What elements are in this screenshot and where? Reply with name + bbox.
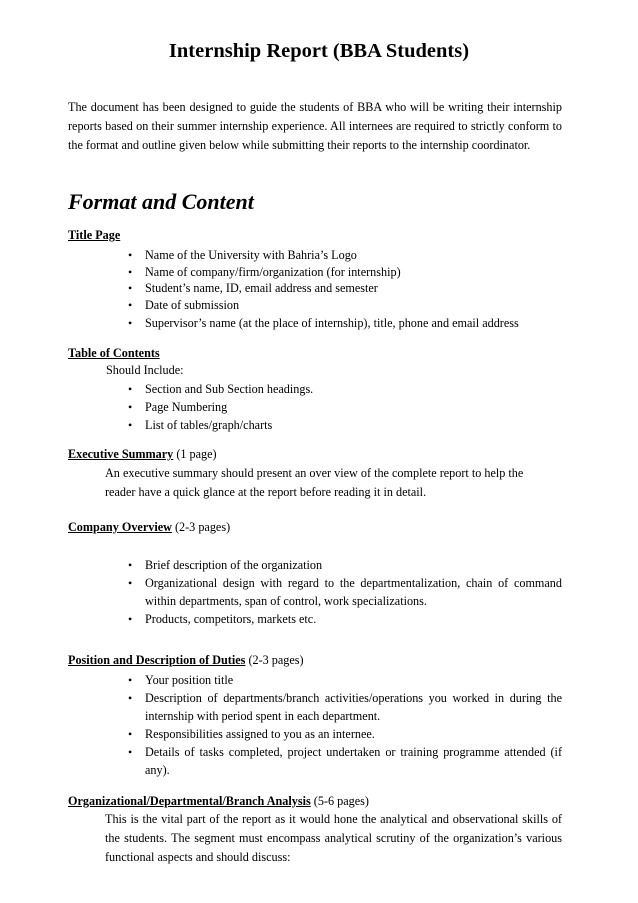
list-item: • Date of submission [128,297,240,312]
company-overview-heading: Company Overview [68,520,172,534]
document-title: Internship Report (BBA Students) [168,40,470,62]
bullet-icon: • [128,673,133,687]
duties-section [68,653,304,668]
list-item: • Brief description of the organization [128,558,323,572]
list-item: • Details of tasks completed, project undertaken or training programme attended (if any). [128,745,562,777]
analysis-pages: (5-6 pages) [313,794,369,808]
list-item: • Responsibilities assigned to you as an internee. [128,727,375,741]
bullet-icon: • [128,382,133,396]
list-item: • List of tables/graph/charts [128,418,273,432]
bullet-icon: • [128,727,133,741]
bullet-icon: • [128,612,133,626]
bullet-icon: • [128,745,133,759]
exec-summary-text: An executive summary should present an over view of the complete report to help the reader have a quick glance at the report before reading it in detail. [105,466,524,499]
list-item: • Name of the University with Bahria’s Logo [128,248,357,262]
list-item: • Student’s name, ID, email address and semester [128,281,378,295]
title-page-heading: Title Page [68,228,121,242]
bullet-icon: • [128,264,133,279]
list-item: • Your position title [128,673,234,687]
bullet-icon: • [128,297,133,312]
list-item: • Description of departments/branch activities/operations you worked in during the internship with period spent in each department. [128,691,562,723]
bullet-icon: • [128,281,133,295]
analysis-section [68,794,369,809]
toc-heading: Table of Contents [68,346,160,360]
company-overview-pages: (2-3 pages) [174,520,231,534]
bullet-icon: • [128,248,133,262]
list-item: • Products, competitors, markets etc. [128,612,317,626]
company-overview-section [68,520,230,535]
analysis-heading: Organizational/Departmental/Branch Analysis [68,794,311,808]
bullet-icon: • [128,400,133,414]
exec-summary-section [68,447,217,462]
toc-should-include: Should Include: [106,363,184,377]
toc-list [128,380,562,434]
title-page-list [128,247,562,332]
list-item: • Organizational design with regard to the departmentalization, chain of command within departments, span of control, work specializations. [128,576,562,608]
analysis-text: This is the vital part of the report as it would hone the analytical and observational skills of the students. The segment must encompass analytical scrutiny of the organization’s various functional aspects and should discuss: [105,812,562,864]
duties-pages: (2-3 pages) [248,653,304,667]
list-item: • Name of company/firm/organization (for internship) [128,264,401,279]
title-page-section [68,228,120,243]
toc-section [68,346,160,361]
list-item: • Page Numbering [128,400,228,414]
bullet-icon: • [128,316,133,330]
list-item: • Supervisor’s name (at the place of internship), title, phone and email address [128,316,519,330]
format-heading: Format and Content [68,189,254,214]
bullet-icon: • [128,691,133,705]
bullet-icon: • [128,576,133,590]
bullet-icon: • [128,558,133,572]
list-item: • Section and Sub Section headings. [128,382,314,396]
exec-summary-heading: Executive Summary [68,447,174,461]
duties-heading: Position and Description of Duties [68,653,246,667]
intro-paragraph: The document has been designed to guide the students of BBA who will be writing their internship reports based on their summer internship experience. All internees are required to strictly conform to the format and outline given below while submitting their reports to the internship coordinator. [68,100,562,152]
exec-summary-pages: (1 page) [176,447,217,461]
duties-list [128,671,562,779]
company-overview-list [128,556,562,628]
bullet-icon: • [128,418,133,432]
